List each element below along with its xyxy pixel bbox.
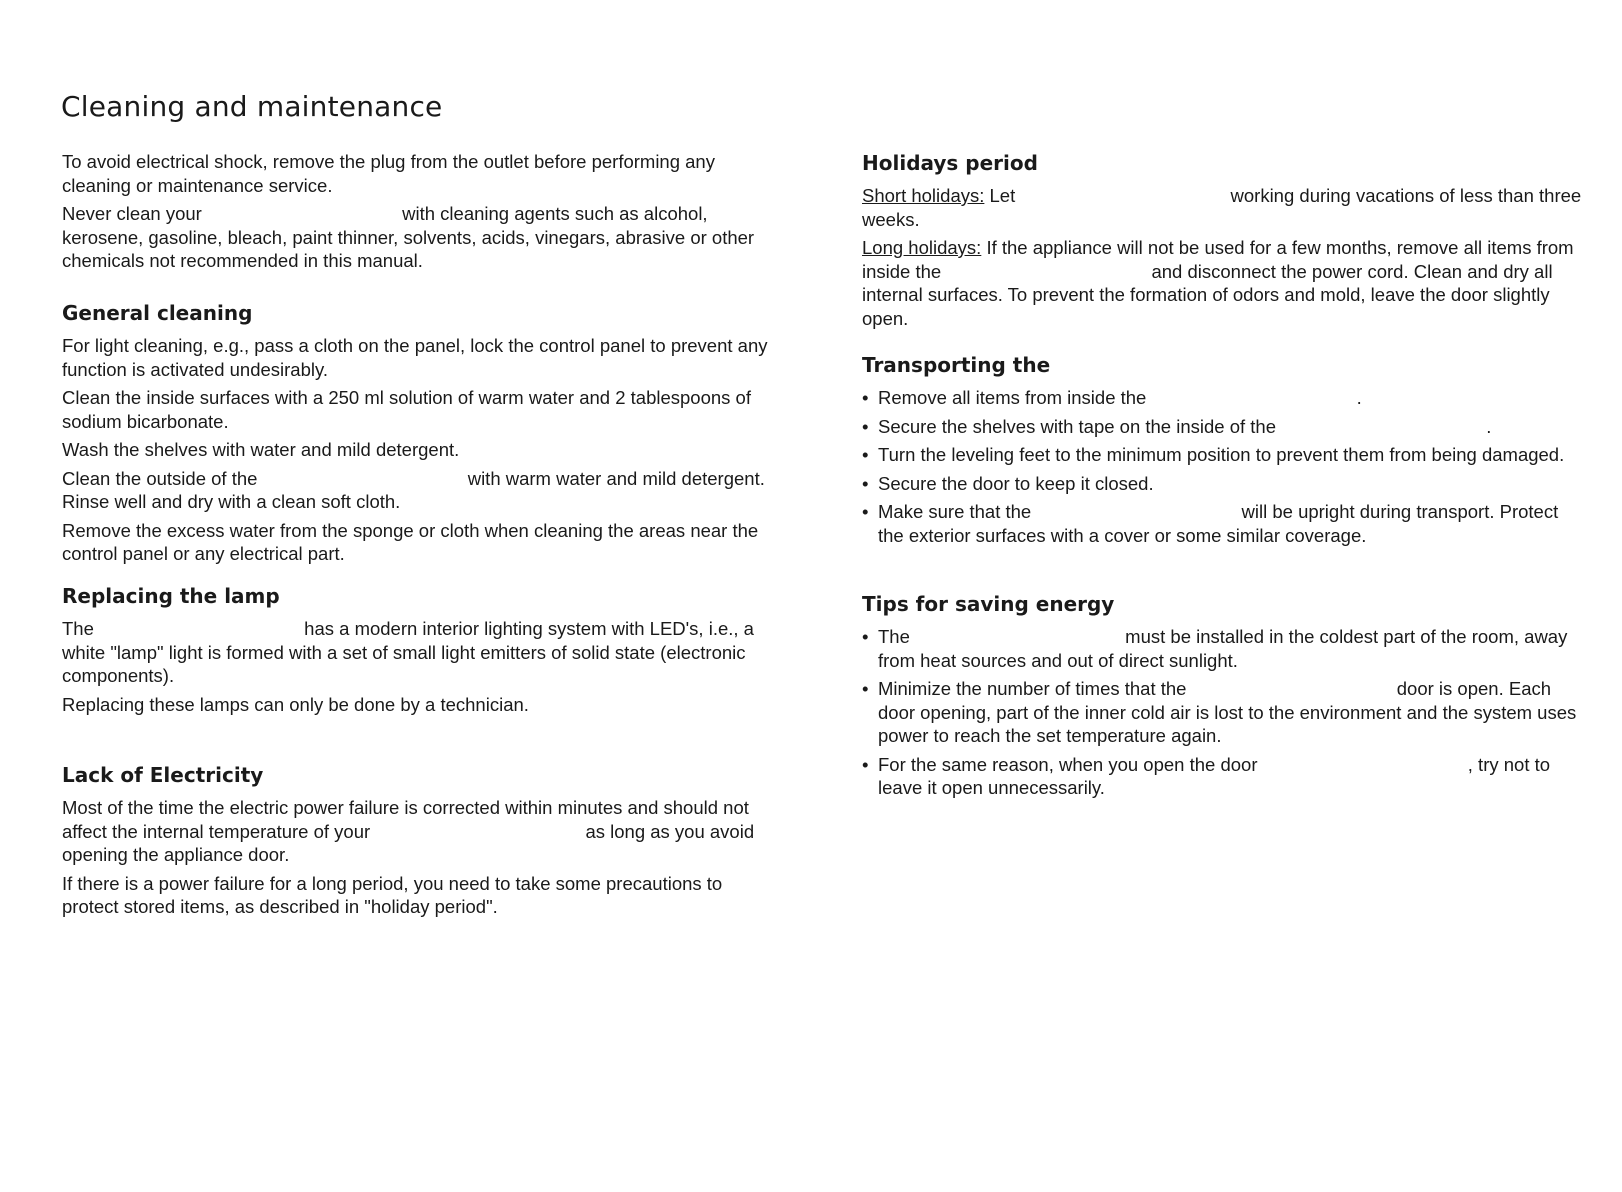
holidays-section bbox=[862, 150, 1582, 335]
replacing-lamp-p1-b: has a modern interior lighting system with LED's, i.e., a white "lamp" light is formed with a set of small light emitters of solid state (electronic components). bbox=[62, 618, 754, 686]
holidays-heading: Holidays period bbox=[862, 151, 1038, 175]
list-item bbox=[862, 753, 1582, 800]
lack-of-electricity-p1 bbox=[62, 796, 782, 867]
transporting-b3: Turn the leveling feet to the minimum position to prevent them from being damaged. bbox=[878, 444, 1565, 465]
replacing-lamp-section bbox=[62, 583, 782, 721]
transporting-b5-a: Make sure that the bbox=[878, 501, 1032, 522]
transporting-b1-b: . bbox=[1356, 387, 1362, 408]
lack-of-electricity-p1-a: Most of the time the electric power failure is corrected within minutes and should not affect the internal temperature of your bbox=[62, 797, 749, 842]
transporting-b2-b: . bbox=[1486, 415, 1492, 437]
page-title: Cleaning and maintenance bbox=[61, 90, 443, 123]
transporting-b2-a: Secure the shelves with tape on the inside of the bbox=[878, 415, 1277, 437]
general-cleaning-p1: For light cleaning, e.g., pass a cloth on the panel, lock the control panel to prevent any function is activated undesirably. bbox=[62, 335, 768, 380]
saving-energy-list bbox=[862, 625, 1582, 800]
long-holidays-label: Long holidays: bbox=[862, 237, 982, 258]
general-cleaning-p4-a: Clean the outside of the bbox=[62, 467, 258, 489]
transporting-heading: Transporting the bbox=[862, 353, 1051, 377]
general-cleaning-p4 bbox=[62, 467, 782, 514]
saving-energy-b3-b: , try not to leave it open unnecessarily. bbox=[878, 753, 1551, 798]
short-holidays-paragraph bbox=[862, 184, 1582, 231]
lack-of-electricity-p1-b: as long as you avoid opening the appliance door. bbox=[62, 820, 755, 865]
replacing-lamp-p1 bbox=[62, 617, 782, 688]
short-holidays-label: Short holidays: bbox=[862, 185, 985, 206]
intro-text-b: with cleaning agents such as alcohol, kerosene, gasoline, bleach, paint thinner, solvents, acids, vinegars, abrasive or other chemicals not recommended in this manual. bbox=[62, 203, 755, 271]
lack-of-electricity-p2: If there is a power failure for a long period, you need to take some precautions to protect stored items, as described in "holiday period". bbox=[62, 872, 723, 917]
saving-energy-b2-b: door is open. Each door opening, part of the inner cold air is lost to the environment and the system uses power to reach the set temperature again. bbox=[878, 678, 1577, 746]
saving-energy-section bbox=[862, 591, 1582, 805]
list-item bbox=[862, 677, 1582, 748]
short-holidays-text-b: working during vacations of less than three weeks. bbox=[862, 185, 1582, 230]
general-cleaning-p4-b: with warm water and mild detergent. Rinse well and dry with a clean soft cloth. bbox=[62, 467, 765, 512]
list-item bbox=[862, 472, 1582, 496]
list-item bbox=[862, 625, 1582, 672]
list-item bbox=[862, 443, 1582, 467]
long-holidays-paragraph bbox=[862, 236, 1582, 330]
list-item bbox=[862, 500, 1582, 547]
saving-energy-b3-a: For the same reason, when you open the door bbox=[878, 753, 1258, 775]
long-holidays-text-a: If the appliance will not be used for a few months, remove all items from inside the bbox=[862, 237, 1574, 282]
list-item bbox=[862, 415, 1582, 439]
replacing-lamp-p2: Replacing these lamps can only be done by a technician. bbox=[62, 693, 529, 715]
transporting-b5-b: will be upright during transport. Protect the exterior surfaces with a cover or some similar coverage. bbox=[878, 501, 1559, 546]
list-item bbox=[862, 386, 1582, 410]
long-holidays-text-b: and disconnect the power cord. Clean and dry all internal surfaces. To prevent the formation of odors and mold, leave the door slightly open. bbox=[862, 260, 1553, 329]
intro-paragraph-2 bbox=[62, 202, 782, 273]
lack-of-electricity-section bbox=[62, 762, 782, 924]
general-cleaning-p3: Wash the shelves with water and mild detergent. bbox=[62, 439, 460, 460]
general-cleaning-section bbox=[62, 300, 782, 571]
transporting-section bbox=[862, 352, 1582, 552]
intro-text-a: Never clean your bbox=[62, 203, 202, 224]
saving-energy-b2-a: Minimize the number of times that the bbox=[878, 678, 1187, 699]
lack-of-electricity-heading: Lack of Electricity bbox=[62, 763, 264, 787]
transporting-b1-a: Remove all items from inside the bbox=[878, 387, 1147, 408]
saving-energy-heading: Tips for saving energy bbox=[862, 592, 1115, 616]
transporting-b4: Secure the door to keep it closed. bbox=[878, 472, 1154, 494]
intro-section bbox=[62, 150, 782, 278]
short-holidays-text-a: Let bbox=[989, 185, 1016, 206]
transporting-list bbox=[862, 386, 1582, 547]
replacing-lamp-p1-a: The bbox=[62, 618, 94, 639]
saving-energy-b1-b: must be installed in the coldest part of the room, away from heat sources and out of direct sunlight. bbox=[878, 626, 1568, 671]
replacing-lamp-heading: Replacing the lamp bbox=[62, 584, 280, 608]
general-cleaning-p2: Clean the inside surfaces with a 250 ml solution of warm water and 2 tablespoons of sodium bicarbonate. bbox=[62, 387, 751, 432]
general-cleaning-p5: Remove the excess water from the sponge or cloth when cleaning the areas near the control panel or any electrical part. bbox=[62, 519, 759, 564]
general-cleaning-heading: General cleaning bbox=[62, 301, 253, 325]
intro-paragraph-1: To avoid electrical shock, remove the plug from the outlet before performing any cleaning or maintenance service. bbox=[62, 151, 715, 196]
saving-energy-b1-a: The bbox=[878, 626, 910, 647]
